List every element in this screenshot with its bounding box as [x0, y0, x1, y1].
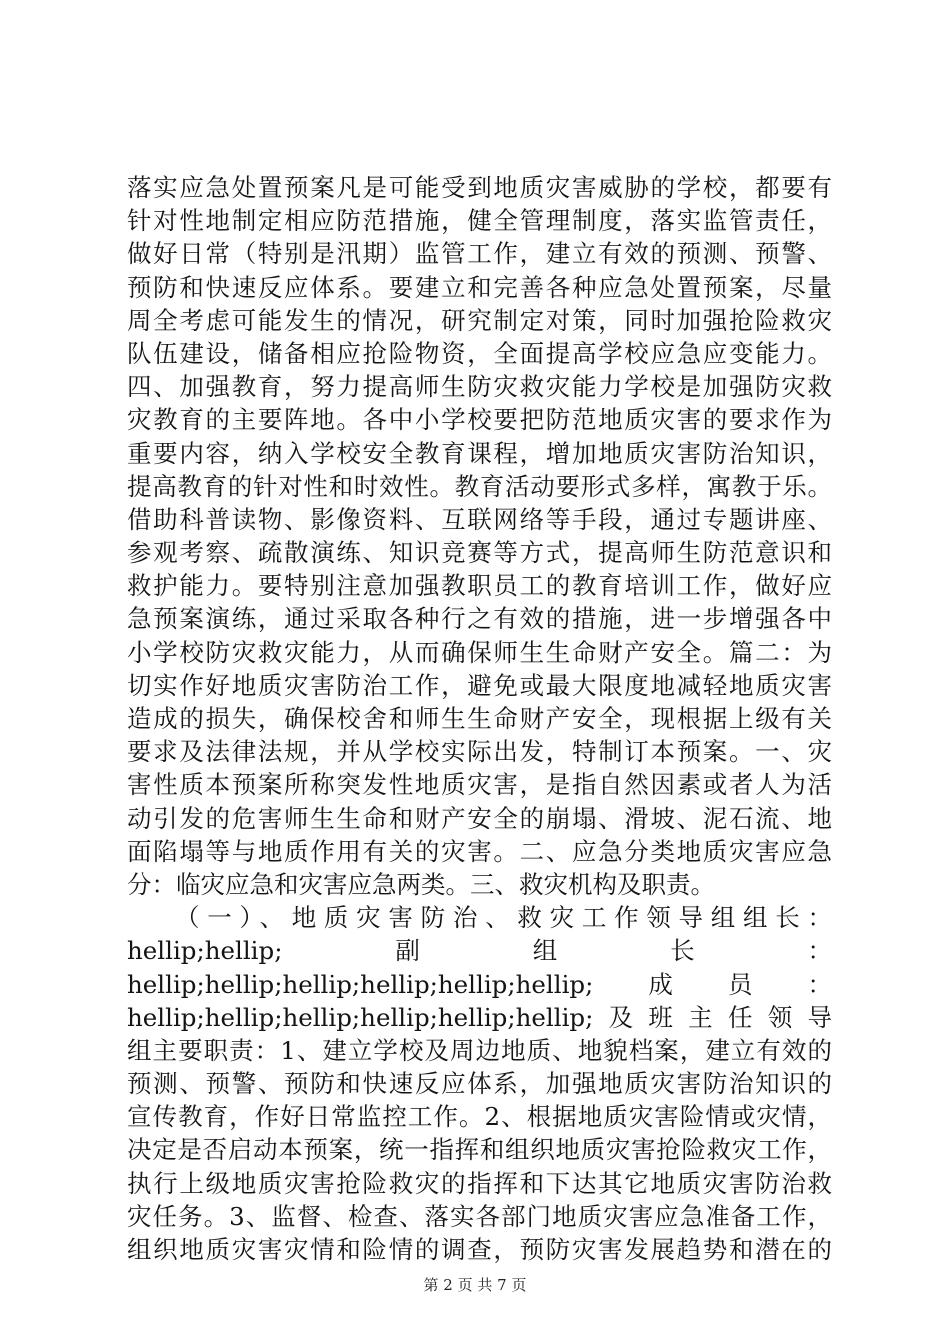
text-line: 造成的损失，确保校舍和师生生命财产安全，现根据上级有关: [127, 704, 832, 733]
text-line: 害性质本预案所称突发性地质灾害，是指自然因素或者人为活: [127, 770, 832, 800]
text-line: 落实应急处置预案凡是可能受到地质灾害威胁的学校，都要有: [127, 173, 832, 202]
text-line: hellip;hellip; 副 组 长 ：: [127, 936, 832, 966]
text-line: 宣传教育，作好日常监控工作。2、根据地质灾害险情或灾情，: [127, 1102, 832, 1132]
text-line: 小学校防灾救灾能力，从而确保师生生命财产安全。篇二：为: [127, 637, 832, 667]
document-body: [127, 171, 832, 1266]
text-line: 决定是否启动本预案，统一指挥和组织地质灾害抢险救灾工作，: [127, 1135, 832, 1165]
text-line: 要求及法律法规，并从学校实际出发，特制订本预案。一、灾: [127, 737, 832, 767]
text-line: 救护能力。要特别注意加强教职员工的教育培训工作，做好应: [127, 571, 832, 601]
text-line: 做好日常（特别是汛期）监管工作，建立有效的预测、预警、: [127, 239, 832, 269]
text-line: 组主要职责：1、建立学校及周边地质、地貌档案，建立有效的: [127, 1035, 832, 1065]
text-line: 队伍建设，储备相应抢险物资，全面提高学校应急应变能力。: [127, 338, 832, 368]
page-number-footer: 第 2 页 共 7 页: [423, 1276, 527, 1294]
text-line: hellip;hellip;hellip;hellip;hellip;hellip;及班主任领导: [127, 1002, 832, 1032]
text-line: 面陷塌等与地质作用有关的灾害。二、应急分类地质灾害应急: [127, 836, 832, 866]
text-line: 预测、预警、预防和快速反应体系，加强地质灾害防治知识的: [127, 1069, 832, 1099]
text-line: 四、加强教育，努力提高师生防灾救灾能力学校是加强防灾救: [127, 372, 832, 402]
text-line: 重要内容，纳入学校安全教育课程，增加地质灾害防治知识，: [127, 438, 832, 468]
text-line: （一）、地质灾害防治、救灾工作领导组组长：: [175, 903, 832, 933]
text-line: 预防和快速反应体系。要建立和完善各种应急处置预案，尽量: [127, 272, 832, 302]
text-line: 针对性地制定相应防范措施，健全管理制度，落实监管责任，: [127, 206, 832, 236]
text-line: 切实作好地质灾害防治工作，避免或最大限度地减轻地质灾害: [127, 670, 832, 700]
text-line: 借助科普读物、影像资料、互联网络等手段，通过专题讲座、: [127, 504, 832, 534]
text-line: 分：临灾应急和灾害应急两类。三、救灾机构及职责。: [127, 869, 715, 899]
text-line: 急预案演练，通过采取各种行之有效的措施，进一步增强各中: [127, 604, 832, 634]
text-line: 灾教育的主要阵地。各中小学校要把防范地质灾害的要求作为: [127, 405, 832, 435]
text-line: 组织地质灾害灾情和险情的调查，预防灾害发展趋势和潜在的: [127, 1235, 832, 1264]
text-line: 参观考察、疏散演练、知识竞赛等方式，提高师生防范意识和: [127, 538, 832, 568]
text-line: 执行上级地质灾害抢险救灾的指挥和下达其它地质灾害防治救: [127, 1168, 832, 1198]
text-line: 周全考虑可能发生的情况，研究制定对策，同时加强抢险救灾: [127, 305, 832, 335]
text-line: 灾任务。3、监督、检查、落实各部门地质灾害应急准备工作，: [127, 1201, 832, 1231]
text-line: 动引发的危害师生生命和财产安全的崩塌、滑坡、泥石流、地: [127, 803, 832, 833]
text-line: hellip;hellip;hellip;hellip;hellip;hellip; 成 员 ：: [127, 969, 832, 999]
text-line: 提高教育的针对性和时效性。教育活动要形式多样，寓教于乐。: [127, 471, 832, 501]
